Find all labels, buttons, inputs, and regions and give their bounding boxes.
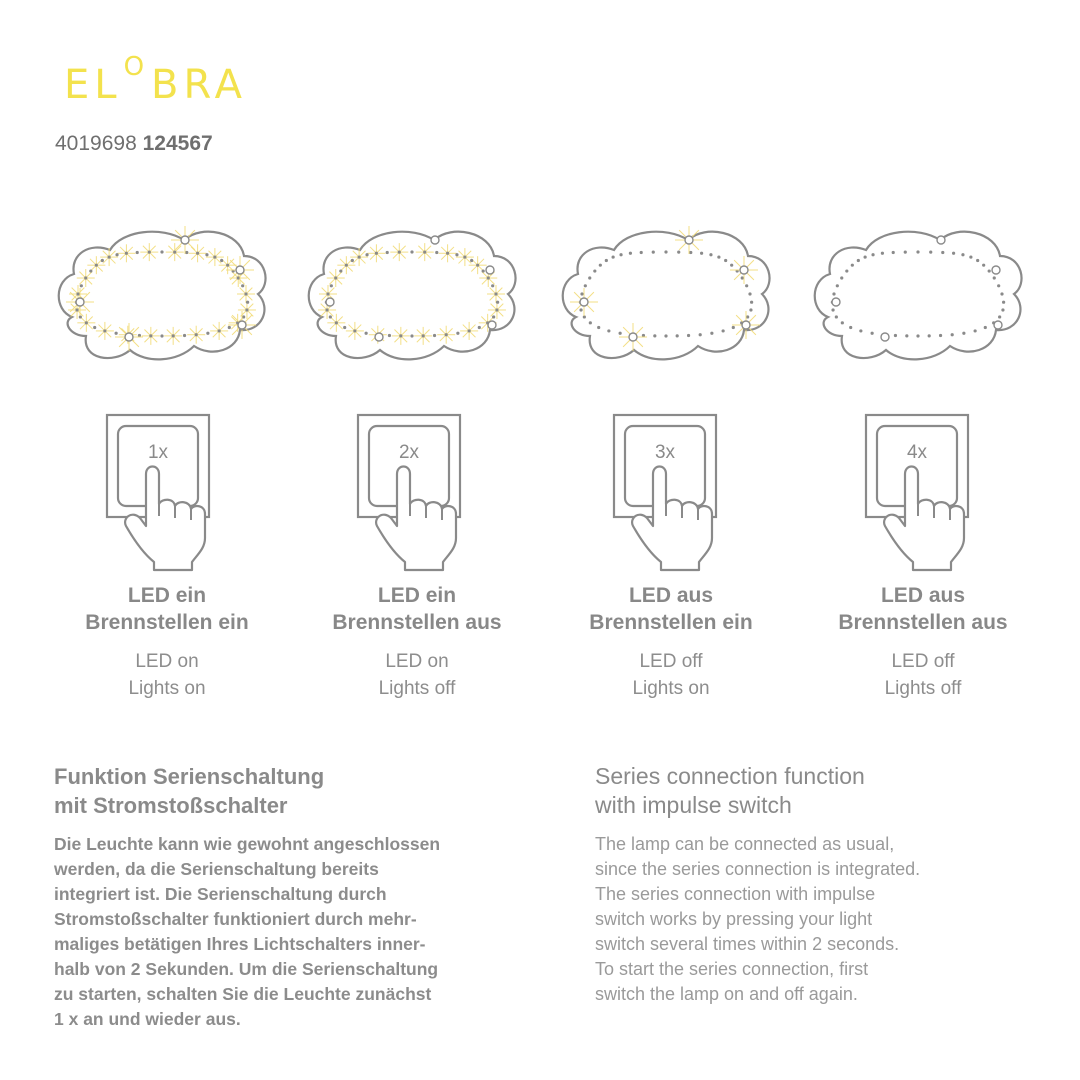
german-title-line: mit Stromstoßschalter <box>54 793 288 818</box>
wall-switch-icon <box>611 412 741 572</box>
wall-switch-icon <box>863 412 993 572</box>
german-body-line: Stromstoßschalter funktioniert durch mehr- <box>54 909 417 929</box>
english-title-line: Series connection function <box>595 763 865 789</box>
english-body-line: To start the series connection, first <box>595 959 869 979</box>
german-body-line: Die Leuchte kann wie gewohnt angeschlossen <box>54 834 441 854</box>
step-de-lights: Brennstellen ein <box>85 611 249 634</box>
german-title-line: Funktion Serienschaltung <box>54 764 325 789</box>
german-body-line: werden, da die Serienschaltung bereits <box>54 859 379 879</box>
step-label-en <box>52 648 282 702</box>
cloud-lamp-icon <box>556 222 776 367</box>
press-count-label: 3x <box>654 442 676 463</box>
step-de-led: LED ein <box>377 584 457 607</box>
step-de-lights: Brennstellen ein <box>589 611 753 634</box>
english-title <box>595 762 1035 820</box>
step-en-lights: Lights on <box>128 678 206 699</box>
step-de-lights: Brennstellen aus <box>838 611 1008 634</box>
step-label-en <box>556 648 786 702</box>
english-body-line: switch the lamp on and off again. <box>595 984 858 1004</box>
german-body-line: zu starten, schalten Sie die Leuchte zunächst <box>54 984 432 1004</box>
article-number <box>55 132 213 156</box>
brand-logo-o: O <box>123 52 150 82</box>
german-description <box>54 762 534 1032</box>
step-label-de <box>808 582 1038 636</box>
german-body-line: integriert ist. Die Serienschaltung durch <box>54 884 387 904</box>
english-body <box>595 832 1035 1007</box>
english-body-line: switch several times within 2 seconds. <box>595 934 900 954</box>
english-body-line: since the series connection is integrated. <box>595 859 921 879</box>
article-prefix: 4019698 <box>55 132 137 155</box>
step-en-led: LED on <box>135 651 199 672</box>
step-de-led: LED aus <box>628 584 714 607</box>
step-de-led: LED ein <box>127 584 207 607</box>
article-code: 124567 <box>142 132 213 155</box>
steps-row <box>0 222 1080 702</box>
step-label-de <box>52 582 282 636</box>
press-count-label: 2x <box>398 442 420 463</box>
step-label-de <box>302 582 532 636</box>
step-label-en <box>808 648 1038 702</box>
german-body <box>54 832 534 1032</box>
german-body-line: maliges betätigen Ihres Lichtschalters inner- <box>54 934 426 954</box>
step-en-led: LED off <box>891 651 955 672</box>
german-title <box>54 762 534 820</box>
wall-switch-icon <box>104 412 234 572</box>
step-label-de <box>556 582 786 636</box>
cloud-lamp-icon <box>808 222 1028 367</box>
wall-switch-icon <box>355 412 485 572</box>
english-body-line: The series connection with impulse <box>595 884 876 904</box>
step-en-led: LED on <box>385 651 449 672</box>
english-description <box>595 762 1035 1007</box>
english-body-line: switch works by pressing your light <box>595 909 873 929</box>
cloud-lamp-icon <box>52 222 272 367</box>
step-en-lights: Lights off <box>884 678 962 699</box>
brand-logo-part1: EL <box>64 62 122 108</box>
step-de-led: LED aus <box>880 584 966 607</box>
german-body-line: 1 x an und wieder aus. <box>54 1009 241 1029</box>
german-body-line: halb von 2 Sekunden. Um die Serienschaltung <box>54 959 439 979</box>
press-count-label: 1x <box>147 442 169 463</box>
step-label-en <box>302 648 532 702</box>
step-de-lights: Brennstellen aus <box>332 611 502 634</box>
brand-logo <box>64 52 248 108</box>
cloud-lamp-icon <box>302 222 522 367</box>
step-en-lights: Lights on <box>632 678 710 699</box>
step-en-lights: Lights off <box>378 678 456 699</box>
press-count-label: 4x <box>906 442 928 463</box>
english-body-line: The lamp can be connected as usual, <box>595 834 895 854</box>
brand-logo-part2: BRA <box>151 62 248 108</box>
step-en-led: LED off <box>639 651 703 672</box>
english-title-line: with impulse switch <box>595 792 792 818</box>
